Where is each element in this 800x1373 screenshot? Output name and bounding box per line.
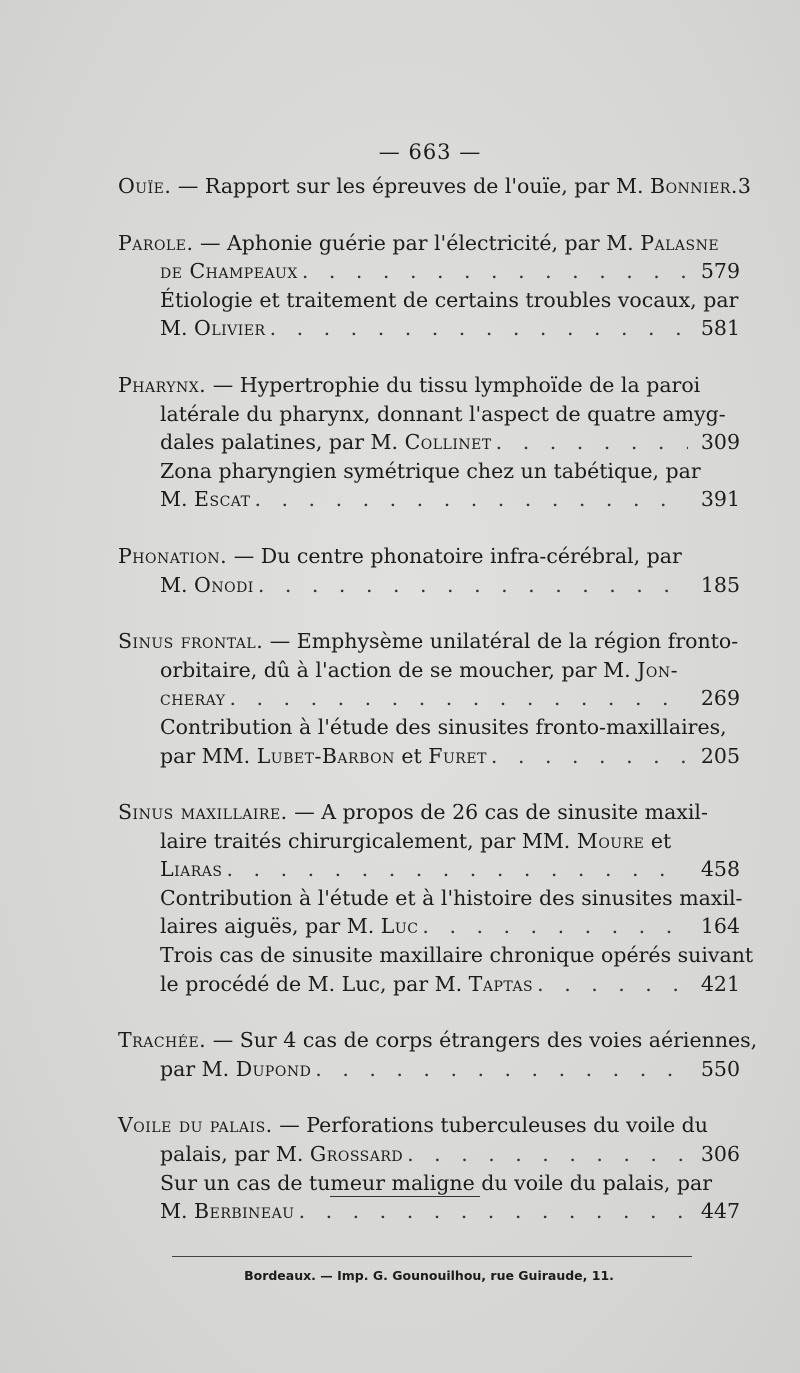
entry-text: laire traités chirurgicalement, par MM. <box>160 828 577 853</box>
toc-line <box>118 542 740 571</box>
author-name: de Champeaux <box>160 259 298 284</box>
leader-dots <box>302 257 688 286</box>
leader-dots <box>270 314 688 343</box>
leader-dots <box>229 684 688 713</box>
section-heading: Parole. <box>118 230 194 255</box>
toc-line <box>118 286 740 315</box>
author-name: cheray <box>160 686 226 711</box>
toc-line <box>118 457 740 486</box>
section-heading: Ouïe. <box>118 174 172 198</box>
entry-text: M. <box>160 316 195 341</box>
toc-line <box>118 684 740 713</box>
page-reference: 550 <box>700 1056 740 1081</box>
leader-dots <box>254 485 688 514</box>
page-reference: 421 <box>700 971 740 996</box>
author-name: Palasne <box>640 230 720 255</box>
author-name: Jon- <box>637 657 679 682</box>
entry-text: latérale du pharynx, donnant l'aspect de quatre amyg- <box>160 401 726 426</box>
author-name: Berbineau <box>194 1199 295 1224</box>
toc-line <box>118 884 743 913</box>
entry-text: et <box>394 743 429 768</box>
entry-text: M. <box>160 487 195 512</box>
toc-line <box>118 912 740 941</box>
toc-section <box>118 371 740 514</box>
entry-text: laires aiguës, par M. <box>160 914 381 939</box>
entry-text: orbitaire, dû à l'action de se moucher, par M. <box>160 657 638 682</box>
author-name: Dupond <box>235 1056 312 1081</box>
footer-rule <box>172 1256 692 1257</box>
toc-line <box>118 1197 740 1226</box>
page-reference: 391 <box>700 487 740 512</box>
entry-text: par M. <box>160 1056 236 1081</box>
toc-line <box>118 1026 758 1055</box>
toc-line <box>118 827 740 856</box>
entry-text: — Sur 4 cas de corps étrangers des voies aériennes, <box>206 1028 758 1053</box>
toc-line <box>118 970 740 999</box>
toc-line <box>118 742 740 771</box>
page-reference: 306 <box>700 1142 740 1167</box>
page-reference: 205 <box>700 743 740 768</box>
author-name: Liaras <box>160 857 223 882</box>
page-reference: 164 <box>700 914 740 939</box>
author-name: Escat <box>194 487 251 512</box>
leader-dots <box>407 1140 688 1169</box>
leader-dots <box>496 428 688 457</box>
toc-line <box>118 571 740 600</box>
toc-line <box>118 428 740 457</box>
author-name: Lubet-Barbon <box>256 743 395 768</box>
toc-line <box>118 257 740 286</box>
leader-dots <box>491 742 688 771</box>
toc-line <box>118 314 740 343</box>
author-name: Collinet <box>404 430 492 455</box>
author-name: Onodi <box>194 572 254 597</box>
page-reference: 581 <box>700 316 740 341</box>
toc-section <box>118 798 754 998</box>
section-heading: Phonation. <box>118 543 228 568</box>
entry-text: — Du centre phonatoire infra-cérébral, par <box>227 543 682 568</box>
page-number: — 663 — <box>378 140 482 164</box>
entry-text: — A propos de 26 cas de sinusite maxil- <box>287 800 708 825</box>
author-name: Grossard <box>309 1142 404 1167</box>
toc-section <box>118 172 751 201</box>
toc-section <box>118 1026 758 1083</box>
leader-dots <box>258 571 688 600</box>
section-divider <box>330 1196 480 1197</box>
page-reference: 447 <box>700 1199 740 1224</box>
leader-dots <box>315 1055 688 1084</box>
page-reference: 458 <box>700 857 740 882</box>
entry-text: dales palatines, par M. <box>160 430 405 455</box>
page-reference: 185 <box>700 572 740 597</box>
entry-text: — Aphonie guérie par l'électricité, par M. <box>193 230 641 255</box>
leader-dots <box>422 912 688 941</box>
entry-text: Trois cas de sinusite maxillaire chronique opérés suivant <box>160 943 754 968</box>
leader-dots <box>537 970 688 999</box>
toc-line <box>118 1055 740 1084</box>
toc-line <box>118 798 740 827</box>
author-name: Olivier <box>194 316 266 341</box>
entry-text: Contribution à l'étude et à l'histoire des sinusites maxil- <box>160 885 743 910</box>
entry-text: M. <box>160 1199 195 1224</box>
page-reference: 579 <box>700 259 740 284</box>
section-heading: Sinus maxillaire. <box>118 800 288 825</box>
entry-text: par MM. <box>160 743 257 768</box>
toc-line <box>118 656 740 685</box>
page-reference: 309 <box>700 430 740 455</box>
toc-line <box>118 371 740 400</box>
entry-text: et <box>644 828 672 853</box>
entry-text: — Hypertrophie du tissu lymphoïde de la paroi <box>206 372 701 397</box>
toc-section <box>118 627 740 770</box>
toc-line <box>118 1140 740 1169</box>
page-reference: 269 <box>700 686 740 711</box>
leader-dots <box>227 855 689 884</box>
entry-text: Sur un cas de tumeur maligne du voile du palais, par <box>160 1170 713 1195</box>
section-heading: Voile du palais. <box>118 1113 273 1138</box>
author-name: Luc <box>380 914 419 939</box>
section-heading: Trachée. <box>118 1028 207 1053</box>
toc-line <box>118 1169 740 1198</box>
entry-text: — Emphysème unilatéral de la région fronto- <box>263 629 739 654</box>
toc-line <box>118 485 740 514</box>
entry-text: — Rapport sur les épreuves de l'ouïe, par M. <box>171 174 650 198</box>
section-heading: Pharynx. <box>118 372 207 397</box>
printer-imprint: Bordeaux. — Imp. G. Gounouilhou, rue Guiraude, 11. <box>244 1268 614 1283</box>
author-name: Taptas <box>468 971 534 996</box>
toc-line <box>118 1111 740 1140</box>
author-name: Moure <box>576 828 645 853</box>
entry-text: le procédé de M. Luc, par M. <box>160 971 469 996</box>
entry-text: Contribution à l'étude des sinusites fronto-maxillaires, <box>160 714 727 739</box>
toc-line <box>118 400 740 429</box>
toc-line <box>118 627 740 656</box>
entry-text: Zona pharyngien symétrique chez un tabétique, par <box>160 458 701 483</box>
leader-dots <box>299 1197 688 1226</box>
entry-text: — Perforations tuberculeuses du voile du <box>272 1113 708 1138</box>
toc-line <box>118 855 740 884</box>
table-of-contents <box>118 172 758 1254</box>
page-reference: 3 <box>737 174 751 198</box>
entry-text: Étiologie et traitement de certains troubles vocaux, par <box>160 287 739 312</box>
toc-line <box>118 229 740 258</box>
section-heading: Sinus frontal. <box>118 629 264 654</box>
author-name: Furet <box>428 743 487 768</box>
toc-section <box>118 542 740 599</box>
author-name: Bonnier. <box>650 174 738 198</box>
toc-line <box>118 941 754 970</box>
entry-text: palais, par M. <box>160 1142 310 1167</box>
toc-line <box>118 713 740 742</box>
toc-line <box>118 172 751 201</box>
toc-section <box>118 229 740 343</box>
toc-section <box>118 1111 740 1225</box>
entry-text: M. <box>160 572 195 597</box>
